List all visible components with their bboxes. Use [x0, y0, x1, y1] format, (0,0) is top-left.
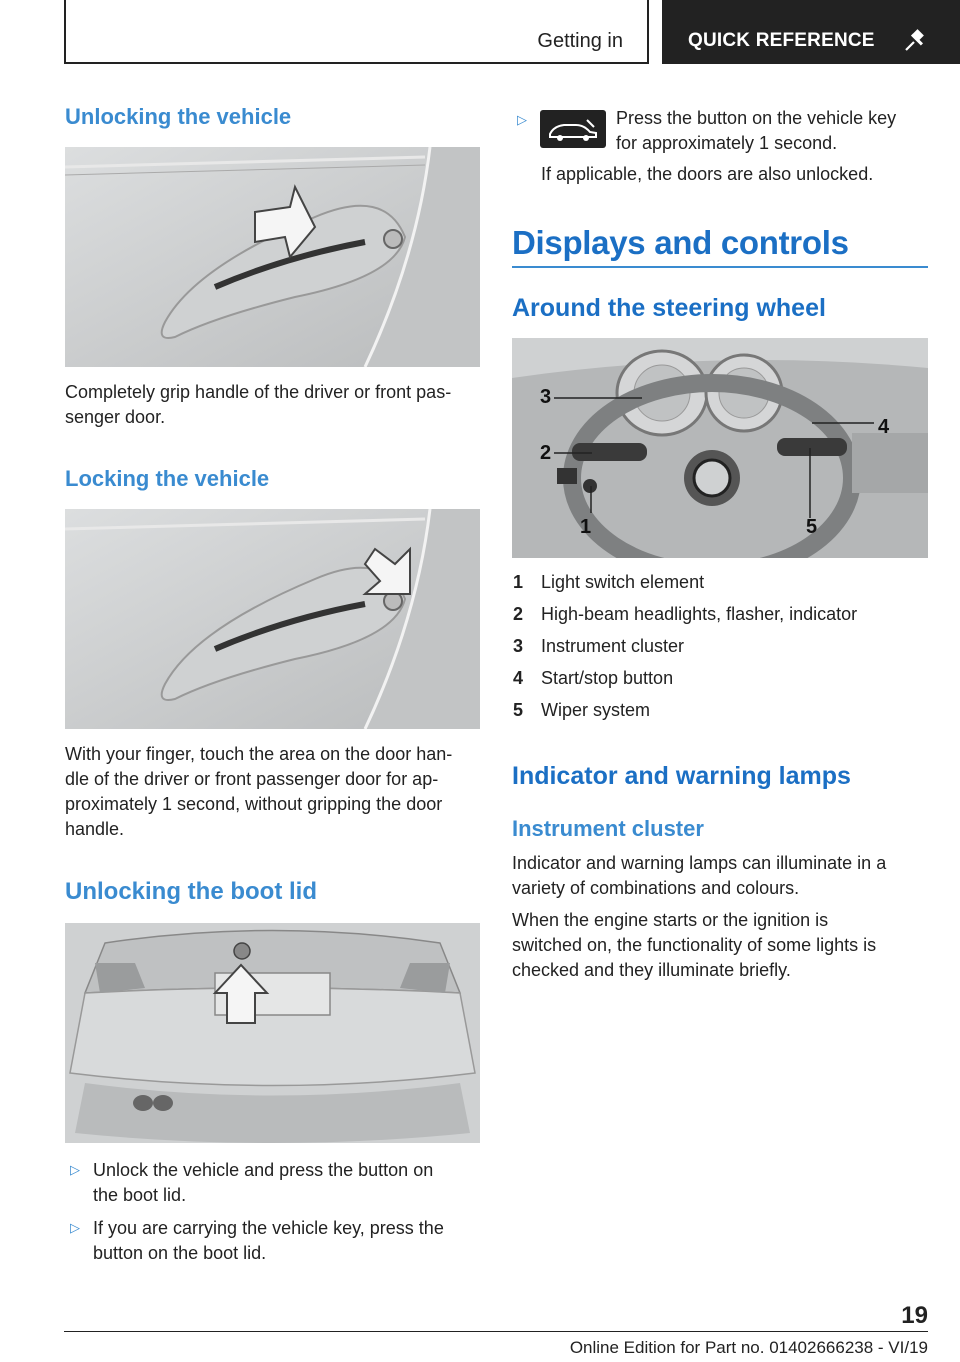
triangle-bullet-icon: ▷: [517, 112, 527, 127]
triangle-bullet-icon: ▷: [70, 1162, 80, 1177]
legend-number: 3: [513, 636, 524, 656]
figure-label-1: 1: [580, 516, 592, 538]
boot-lid-bullets: [65, 1158, 480, 1266]
header-frame: [64, 0, 649, 64]
unlocking-boot-lid-heading: Unlocking the boot lid: [65, 878, 317, 905]
doors-unlocked-note: If applicable, the doors are also unlocked.: [541, 164, 874, 184]
legend-number: 1: [513, 572, 524, 592]
legend-text: High-beam headlights, flasher, indicator: [541, 604, 858, 624]
list-item: [512, 604, 928, 636]
steering-wheel-figure: [512, 338, 928, 558]
figure-label-5: 5: [806, 516, 818, 538]
bullet-line: Press the button on the vehicle key: [616, 108, 897, 128]
lock-instructions: [65, 742, 483, 842]
lock-text-line: With your finger, touch the area on the door han-: [65, 744, 453, 764]
steering-wheel-heading: Around the steering wheel: [512, 294, 826, 322]
bullet-line: If you are carrying the vehicle key, press the: [93, 1218, 444, 1238]
bullet-text: [93, 1158, 433, 1208]
footer-rule: [64, 1331, 928, 1332]
triangle-bullet-icon: ▷: [70, 1220, 80, 1235]
boot-lid-figure: [65, 923, 480, 1143]
engine-text-line: When the engine starts or the ignition is: [512, 910, 829, 930]
engine-text-line: checked and they illuminate briefly.: [512, 960, 791, 980]
engine-text-line: switched on, the functionality of some lights is: [512, 935, 877, 955]
locking-vehicle-heading: Locking the vehicle: [65, 466, 270, 491]
cluster-paragraph: [512, 851, 932, 901]
pin-icon: [902, 28, 928, 54]
bullet-line: for approximately 1 second.: [616, 133, 838, 153]
cluster-text-line: Indicator and warning lamps can illuminate in a: [512, 853, 887, 873]
heading-rule: [512, 266, 928, 268]
displays-controls-heading: Displays and controls: [512, 224, 849, 261]
legend-text: Start/stop button: [541, 668, 674, 688]
lock-text-line: handle.: [65, 819, 125, 839]
lock-text-line: proximately 1 second, without gripping the door: [65, 794, 443, 814]
bullet-text: [93, 1216, 444, 1266]
unlock-text-line: senger door.: [65, 407, 166, 427]
unlocking-vehicle-heading: Unlocking the vehicle: [65, 104, 292, 129]
unlock-text-line: Completely grip handle of the driver or front pas-: [65, 382, 452, 402]
figure-label-2: 2: [540, 442, 552, 464]
figure-label-3: 3: [540, 386, 552, 408]
legend-number: 5: [513, 700, 524, 720]
door-handle-lock-figure: [65, 509, 480, 729]
tab-label: QUICK REFERENCE: [688, 30, 875, 51]
list-item: [512, 636, 928, 668]
bullet-line: the boot lid.: [93, 1185, 187, 1205]
page-number: 19: [901, 1302, 928, 1329]
legend-number: 2: [513, 604, 524, 624]
engine-start-paragraph: [512, 908, 932, 983]
section-title: Getting in: [537, 30, 623, 52]
figure-label-4: 4: [878, 416, 890, 438]
instrument-cluster-heading: Instrument cluster: [512, 816, 704, 841]
bullet-line: button on the boot lid.: [93, 1243, 267, 1263]
quick-reference-tab[interactable]: [662, 0, 960, 64]
list-item: [512, 572, 928, 604]
list-item: [512, 668, 928, 700]
indicator-lamps-heading: Indicator and warning lamps: [512, 762, 851, 790]
bullet-line: Unlock the vehicle and press the button on: [93, 1160, 434, 1180]
door-handle-unlock-figure: [65, 147, 480, 367]
legend-text: Instrument cluster: [541, 636, 685, 656]
key-bullet-text: [616, 106, 896, 156]
edition-footer: Online Edition for Part no. 01402666238 - VI/19: [569, 1338, 928, 1357]
list-item: [65, 1216, 480, 1266]
unlock-instructions: [65, 380, 483, 430]
steering-legend: [512, 572, 928, 732]
legend-text: Light switch element: [541, 572, 705, 592]
list-item: [512, 700, 928, 732]
lock-text-line: dle of the driver or front passenger door for ap-: [65, 769, 439, 789]
car-key-boot-button-icon: [540, 110, 606, 148]
list-item: [65, 1158, 480, 1208]
cluster-text-line: variety of combinations and colours.: [512, 878, 800, 898]
legend-number: 4: [513, 668, 524, 688]
legend-text: Wiper system: [541, 700, 651, 720]
